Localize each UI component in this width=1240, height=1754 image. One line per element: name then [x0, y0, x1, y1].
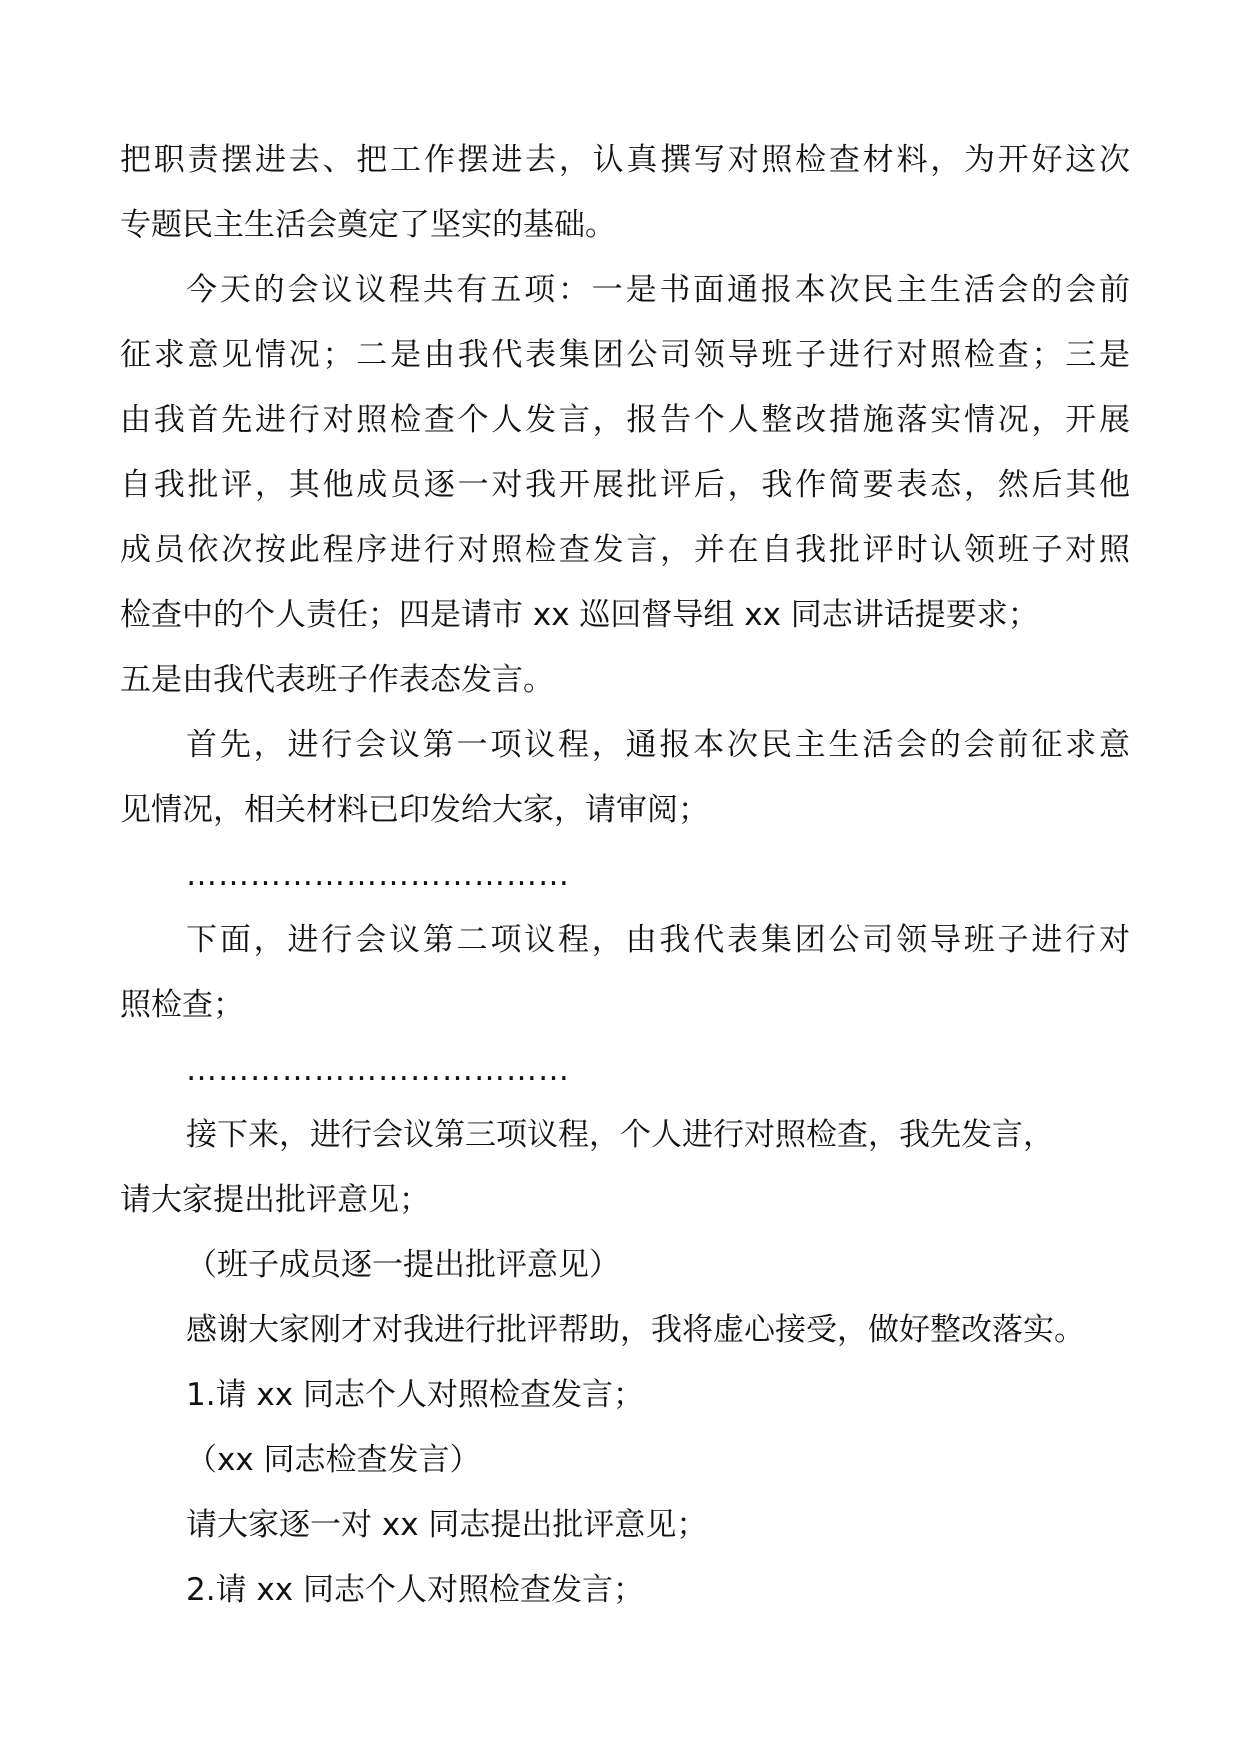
text-line-21: （xx 同志检查发言）: [186, 1442, 481, 1478]
text-line-5: 由我首先进行对照检查个人发言，报告个人整改措施落实情况，开展: [120, 402, 1130, 438]
text-line-23: 2.请 xx 同志个人对照检查发言；: [186, 1572, 644, 1608]
text-line-9: 五是由我代表班子作表态发言。: [120, 662, 554, 698]
text-line-16: 接下来，进行会议第三项议程，个人进行对照检查，我先发言，: [186, 1117, 1054, 1153]
text-line-1: 把职责摆进去、把工作摆进去，认真撰写对照检查材料，为开好这次: [120, 142, 1130, 178]
text-line-14: 照检查；: [120, 987, 244, 1023]
ellipsis-line-2: ………………………………: [186, 1052, 570, 1088]
text-line-10: 首先，进行会议第一项议程，通报本次民主生活会的会前征求意: [186, 727, 1130, 763]
text-line-18: （班子成员逐一提出批评意见）: [186, 1247, 620, 1283]
text-line-2: 专题民主生活会奠定了坚实的基础。: [120, 207, 616, 243]
text-line-20: 1.请 xx 同志个人对照检查发言；: [186, 1377, 644, 1413]
text-line-7: 成员依次按此程序进行对照检查发言，并在自我批评时认领班子对照: [120, 532, 1130, 568]
text-line-8: 检查中的个人责任；四是请市 xx 巡回督导组 xx 同志讲话提要求；: [120, 597, 1039, 633]
text-line-11: 见情况，相关材料已印发给大家，请审阅；: [120, 792, 709, 828]
ellipsis-line-1: ………………………………: [186, 857, 570, 893]
text-line-3: 今天的会议议程共有五项：一是书面通报本次民主生活会的会前: [186, 272, 1130, 308]
text-line-22: 请大家逐一对 xx 同志提出批评意见；: [186, 1507, 708, 1543]
text-line-13: 下面，进行会议第二项议程，由我代表集团公司领导班子进行对: [186, 922, 1130, 958]
document-page: [120, 128, 1130, 1623]
text-line-19: 感谢大家刚才对我进行批评帮助，我将虚心接受，做好整改落实。: [186, 1312, 1085, 1348]
text-line-6: 自我批评，其他成员逐一对我开展批评后，我作简要表态，然后其他: [120, 467, 1130, 503]
text-line-4: 征求意见情况；二是由我代表集团公司领导班子进行对照检查；三是: [120, 337, 1130, 373]
text-line-17: 请大家提出批评意见；: [120, 1182, 430, 1218]
